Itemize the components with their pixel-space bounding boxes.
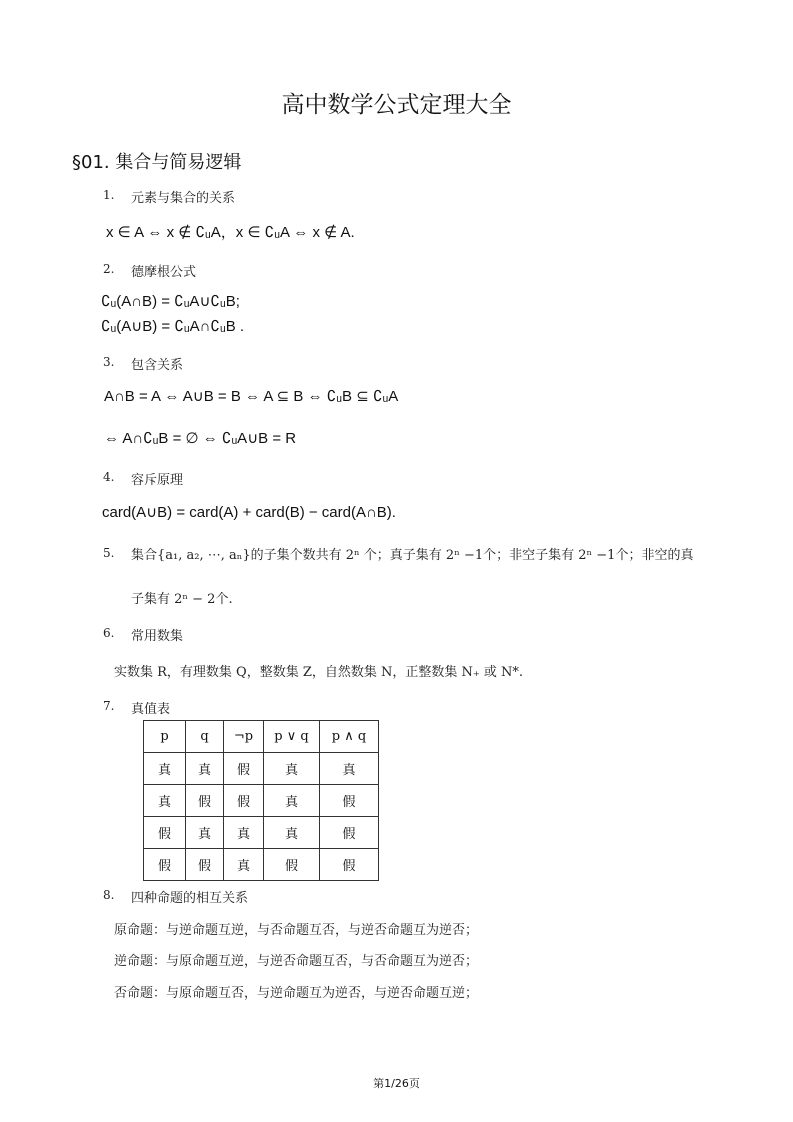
page-footer: 第1/26页 — [373, 1077, 420, 1090]
formula: x ∈ A ⇔ x ∉ ∁ᵤA，x ∈ ∁ᵤA ⇔ x ∉ A. — [106, 224, 355, 241]
cell: 假 — [224, 785, 264, 817]
cell: 真 — [144, 785, 186, 817]
formula: ⇔ A∩∁ᵤB = ∅ ⇔ ∁ᵤA∪B = R — [104, 430, 297, 447]
cell: 假 — [144, 849, 186, 881]
header-cell: p ∧ q — [320, 721, 379, 753]
cell: 假 — [264, 849, 320, 881]
item-label: 常用数集 — [131, 629, 184, 644]
cell: 真 — [264, 817, 320, 849]
cell: 假 — [224, 753, 264, 785]
table-row — [144, 849, 379, 881]
cell: 假 — [186, 849, 224, 881]
table-header-row — [144, 721, 379, 753]
item-number: 6. — [103, 626, 115, 640]
cell: 真 — [144, 753, 186, 785]
item-number: 7. — [103, 699, 115, 713]
formula: 子集有 2ⁿ − 2个. — [131, 592, 233, 607]
item-label: 德摩根公式 — [131, 265, 197, 280]
item-label: 四种命题的相互关系 — [131, 891, 249, 906]
item-label: 元素与集合的关系 — [131, 191, 236, 206]
truth-table — [143, 720, 379, 881]
cell: 假 — [144, 817, 186, 849]
cell: 真 — [224, 849, 264, 881]
formula: A∩B = A ⇔ A∪B = B ⇔ A ⊆ B ⇔ ∁ᵤB ⊆ ∁ᵤA — [104, 388, 399, 405]
header-cell: p ∨ q — [264, 721, 320, 753]
item-number: 5. — [103, 546, 115, 560]
proposition-line: 否命题：与原命题互否，与逆命题互为逆否，与逆否命题互逆； — [114, 986, 479, 1001]
cell: 假 — [186, 785, 224, 817]
item-label: 容斥原理 — [131, 473, 184, 488]
formula: card(A∪B) = card(A) + card(B) − card(A∩B). — [102, 504, 396, 521]
header-cell: q — [186, 721, 224, 753]
header-cell: ¬p — [224, 721, 264, 753]
table-row — [144, 753, 379, 785]
item-number: 4. — [103, 470, 115, 484]
proposition-line: 逆命题：与原命题互逆，与逆否命题互否，与否命题互为逆否； — [114, 954, 479, 969]
formula: ∁ᵤ(A∪B) = ∁ᵤA∩∁ᵤB . — [101, 318, 245, 335]
cell: 真 — [224, 817, 264, 849]
proposition-line: 原命题：与逆命题互逆，与否命题互否，与逆否命题互为逆否； — [114, 923, 479, 938]
table-row — [144, 785, 379, 817]
item-number: 8. — [103, 888, 115, 902]
formula: 实数集 R，有理数集 Q，整数集 Z，自然数集 N，正整数集 N₊ 或 N*. — [114, 665, 524, 680]
item-number: 2. — [103, 262, 115, 276]
cell: 真 — [186, 817, 224, 849]
item-label: 包含关系 — [131, 358, 184, 373]
cell: 真 — [186, 753, 224, 785]
formula: ∁ᵤ(A∩B) = ∁ᵤA∪∁ᵤB; — [101, 293, 240, 310]
item-number: 3. — [103, 355, 115, 369]
item-label: 真值表 — [131, 702, 171, 717]
header-cell: p — [144, 721, 186, 753]
cell: 真 — [320, 753, 379, 785]
item-label: 集合{a₁, a₂, ⋯, aₙ}的子集个数共有 2ⁿ 个；真子集有 2ⁿ −1个；非空子集有 2ⁿ −1个；非空的真 — [131, 548, 694, 563]
section-heading: §01. 集合与简易逻辑 — [72, 152, 242, 173]
cell: 假 — [320, 849, 379, 881]
cell: 假 — [320, 785, 379, 817]
cell: 真 — [264, 753, 320, 785]
item-number: 1. — [103, 188, 115, 202]
cell: 真 — [264, 785, 320, 817]
cell: 假 — [320, 817, 379, 849]
table-row — [144, 817, 379, 849]
page-title: 高中数学公式定理大全 — [281, 92, 512, 118]
